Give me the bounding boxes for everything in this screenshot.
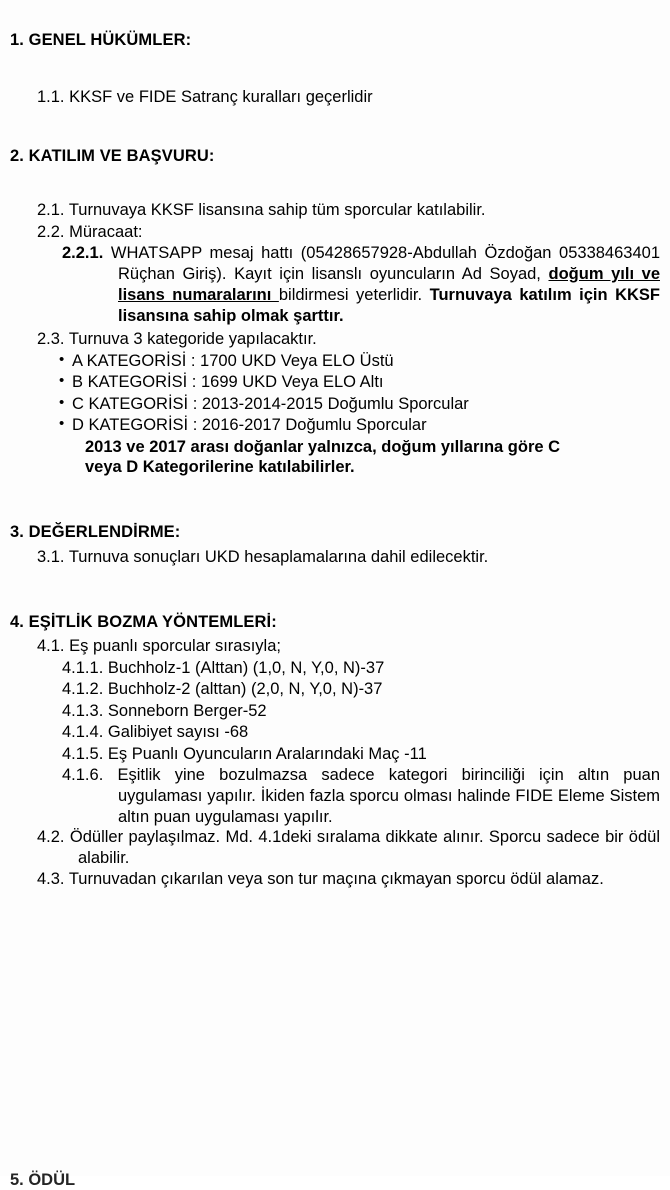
clause-3-1-number: 3.1. xyxy=(37,547,65,566)
clause-4-1-number: 4.1. xyxy=(37,637,65,656)
tiebreak-item-2-number: 4.1.2. xyxy=(62,680,104,699)
category-item-b: • B KATEGORİSİ : 1699 UKD Veya ELO Altı xyxy=(0,372,670,393)
tiebreak-item-1-text: Buchholz-1 (Alttan) (1,0, N, Y,0, N)-37 xyxy=(107,658,385,677)
clause-2-2-1-paragraph xyxy=(0,243,670,326)
clause-2-1 xyxy=(0,200,670,221)
cut-off-next-section-heading: 5. ÖDÜL xyxy=(10,1171,76,1189)
tiebreak-item-1 xyxy=(0,658,670,679)
spacer xyxy=(0,109,670,139)
clause-3-1 xyxy=(0,547,670,568)
category-list xyxy=(0,351,670,437)
tiebreak-item-2 xyxy=(0,679,670,700)
clause-1-1-text: KKSF ve FIDE Satranç kuralları geçerlidir xyxy=(69,88,373,107)
tiebreak-item-2-text: Buchholz-2 (alttan) (2,0, N, Y,0, N)-37 xyxy=(107,680,383,699)
spacer xyxy=(0,478,670,508)
clause-2-2-1-number: 2.2.1. xyxy=(62,244,104,263)
category-item-d: • D KATEGORİSİ : 2016-2017 Doğumlu Sporcular xyxy=(0,415,670,436)
clause-1-1-number: 1.1. xyxy=(37,88,65,107)
top-spacer xyxy=(0,0,670,30)
clause-2-1-number: 2.1. xyxy=(37,201,65,220)
spacer xyxy=(0,568,670,598)
clause-4-3-text: Turnuvadan çıkarılan veya son tur maçına çıkmayan sporcu ödül alamaz. xyxy=(68,869,604,888)
spacer xyxy=(0,51,670,73)
section-heading-tiebreak: 4. EŞİTLİK BOZMA YÖNTEMLERİ: xyxy=(10,612,277,631)
section-heading-evaluation: 3. DEĞERLENDİRME: xyxy=(10,523,181,542)
spacer xyxy=(0,167,670,197)
tiebreak-item-1-number: 4.1.1. xyxy=(62,658,104,677)
clause-3-1-text: Turnuva sonuçları UKD hesaplamalarına dahil edilecektir. xyxy=(68,547,489,566)
clause-4-1 xyxy=(0,636,670,657)
section-heading-general-provisions: 1. GENEL HÜKÜMLER: xyxy=(10,31,192,49)
category-item-a: • A KATEGORİSİ : 1700 UKD Veya ELO Üstü xyxy=(0,351,670,372)
clause-2-3 xyxy=(0,329,670,350)
spacer xyxy=(0,508,670,522)
tiebreak-item-3-text: Sonneborn Berger-52 xyxy=(107,701,267,720)
tiebreak-item-5-number: 4.1.5. xyxy=(62,744,104,763)
category-item-c: • C KATEGORİSİ : 2013-2014-2015 Doğumlu Sporcular xyxy=(0,394,670,415)
clause-4-2 xyxy=(0,827,670,869)
clause-2-2-text: Müracaat: xyxy=(69,222,143,241)
category-note-line-1: 2013 ve 2017 arası doğanlar yalnızca, doğum yıllarına göre C xyxy=(85,437,561,456)
clause-2-1-text: Turnuvaya KKSF lisansına sahip tüm sporcular katılabilir. xyxy=(68,201,486,220)
clause-4-3 xyxy=(0,869,670,890)
clause-2-2 xyxy=(0,222,670,243)
category-note-line-2: veya D Kategorilerine katılabilirler. xyxy=(85,458,355,477)
tiebreak-item-6-text: Eşitlik yine bozulmazsa sadece kategori birinciliği için altın puan uygulaması yapılır. İkiden fazla sporcu olması halinde FIDE Eleme Sistem altın puan uygulaması yapılır. xyxy=(117,766,660,826)
tiebreak-item-5 xyxy=(0,744,670,765)
clause-2-2-1-emphasis-bold: Turnuvaya katılım için KKSF lisansına sahip olmak şarttır. xyxy=(118,285,660,325)
tiebreak-item-5-text: Eş Puanlı Oyuncuların Aralarındaki Maç -11 xyxy=(107,744,427,763)
category-note xyxy=(0,437,670,479)
clause-2-2-1-text-part2: bildirmesi yeterlidir. xyxy=(278,285,430,304)
clause-1-1 xyxy=(0,87,670,108)
tiebreak-item-6-number: 4.1.6. xyxy=(62,766,104,784)
tiebreak-item-4 xyxy=(0,722,670,743)
clause-2-2-number: 2.2. xyxy=(37,222,65,241)
tiebreak-item-4-text: Galibiyet sayısı -68 xyxy=(107,723,249,742)
clause-2-2-1-text-part1: WHATSAPP mesaj hattı (05428657928-Abdullah Özdoğan 05338463401 Rüçhan Giriş). Kayıt için lisanslı oyuncuların Ad Soyad, xyxy=(110,244,660,283)
clause-2-3-text: Turnuva 3 kategoride yapılacaktır. xyxy=(68,330,317,349)
section-heading-participation: 2. KATILIM VE BAŞVURU: xyxy=(10,146,215,165)
clause-4-3-number: 4.3. xyxy=(37,869,65,888)
clause-4-1-text: Eş puanlı sporcular sırasıyla; xyxy=(69,637,281,656)
tiebreak-item-6 xyxy=(0,765,670,827)
spacer xyxy=(0,73,670,87)
clause-2-2-1-emphasis-underlined: doğum yılı ve lisans numaralarını xyxy=(118,264,660,304)
tiebreak-item-3 xyxy=(0,701,670,722)
tiebreak-item-4-number: 4.1.4. xyxy=(62,723,104,742)
spacer xyxy=(0,598,670,612)
clause-4-2-text: Ödüller paylaşılmaz. Md. 4.1deki sıralama dikkate alınır. Sporcu sadece bir ödül alabilir. xyxy=(69,828,660,868)
clause-4-2-number: 4.2. xyxy=(37,828,65,847)
spacer xyxy=(0,139,670,146)
tiebreak-item-3-number: 4.1.3. xyxy=(62,701,104,720)
clause-2-3-number: 2.3. xyxy=(37,330,65,349)
